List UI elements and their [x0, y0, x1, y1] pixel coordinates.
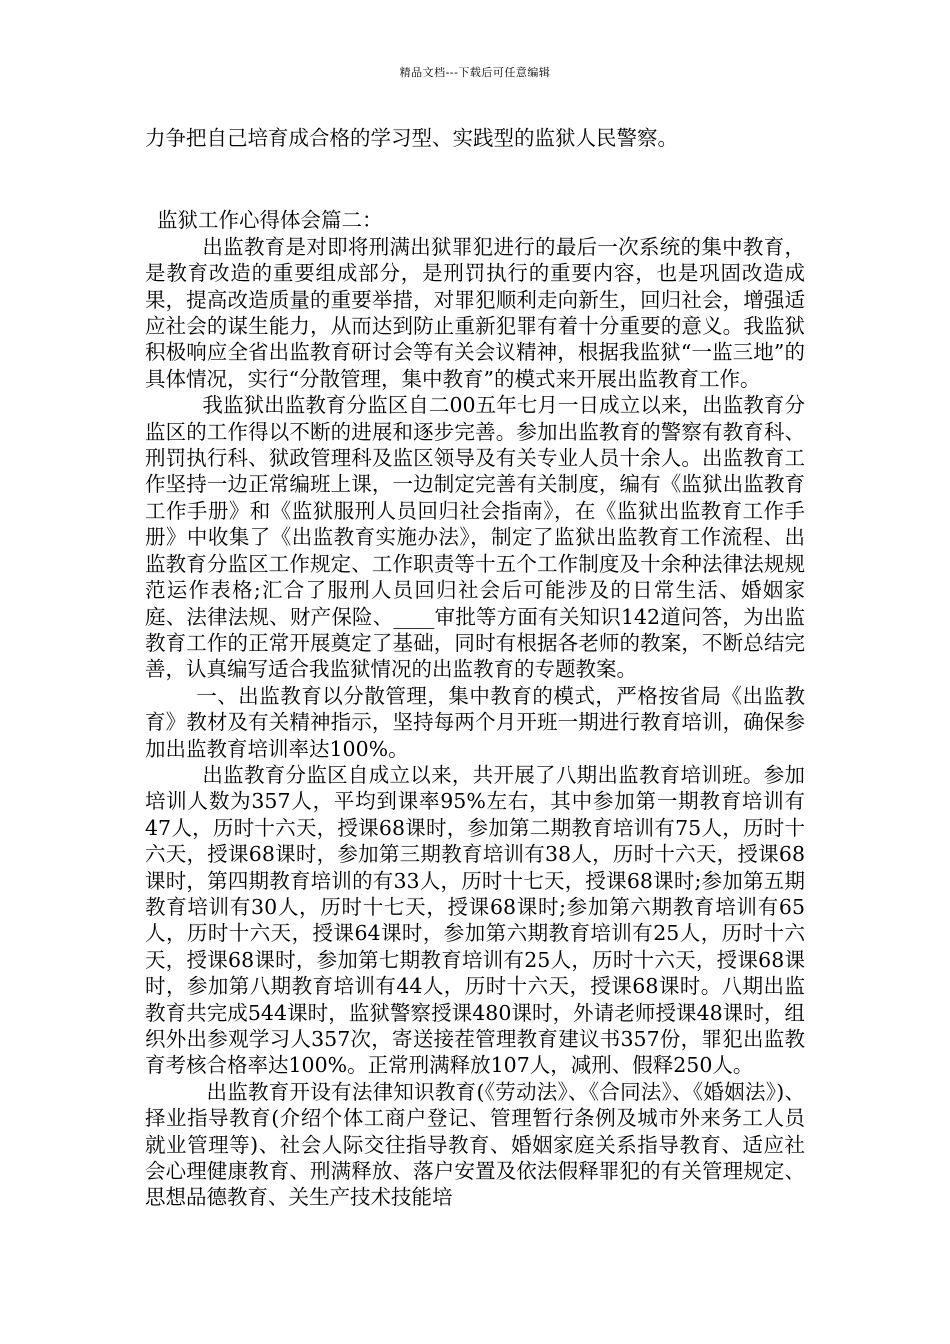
paragraph: 我监狱出监教育分监区自二00五年七月一日成立以来，出监教育分监区的工作得以不断的进展和逐步完善。参加出监教育的警察有教育科、刑罚执行科、狱政管理科及监区领导及有关专业人员十余人。出监教育工作坚持一边正常编班上课，一边制定完善有关制度，编有《监狱出监教育工作手册》和《监狱服刑人员回归社会指南》，在《监狱出监教育工作手册》中收集了《出监教育实施办法》，制定了监狱出监教育工作流程、出监教育分监区工作规定、工作职责等十五个工作制度及十余种法律法规规范运作表格;汇合了服刑人员回归社会后可能涉及的日常生活、婚姻家庭、法律法规、财产保险、____审批等方面有关知识142道问答，为出监教育工作的正常开展奠定了基础，同时有根据各老师的教案，不断总结完善，认真编写适合我监狱情况的出监教育的专题教案。: [145, 393, 805, 682]
paragraph: 出监教育分监区自成立以来，共开展了八期出监教育培训班。参加培训人数为357人，平均到课率95%左右，其中参加第一期教育培训有47人，历时十六天，授课68课时，参加第二期教育培训有75人，历时十六天，授课68课时，参加第三期教育培训有38人，历时十六天，授课68课时，第四期教育培训的有33人，历时十七天，授课68课时;参加第五期教育培训有30人，历时十七天，授课68课时;参加第六期教育培训有65人，历时十六天，授课64课时，参加第六期教育培训有25人，历时十六天，授课68课时，参加第七期教育培训有25人，历时十六天，授课68课时，参加第八期教育培训有44人，历时十六天，授课68课时。八期出监教育共完成544课时，监狱警察授课480课时，外请老师授课48课时，组织外出参观学习人357次，寄送接茬管理教育建议书357份，罪犯出监教育考核合格率达100%。正常刑满释放107人，减刑、假释250人。: [145, 762, 805, 1078]
paragraph: 一、出监教育以分散管理，集中教育的模式，严格按省局《出监教育》教材及有关精神指示，坚持每两个月开班一期进行教育培训，确保参加出监教育培训率达100%。: [145, 683, 805, 761]
intro-line: 力争把自己培育成合格的学习型、实践型的监狱人民警察。: [145, 126, 678, 150]
section-title: 监狱工作心得体会篇二：: [157, 208, 383, 233]
document-body: [145, 125, 805, 1211]
page-header-note: 精品文档---下载后可任意编辑: [399, 66, 551, 79]
paragraph: 出监教育开设有法律知识教育(《劳动法》、《合同法》、《婚姻法》)、择业指导教育(介绍个体工商户登记、管理暂行条例及城市外来务工人员就业管理等)、社会人际交往指导教育、婚姻家庭关系指导教育、适应社会心理健康教育、刑满释放、落户安置及依法假释罪犯的有关管理规定、思想品德教育、关生产技术技能培: [145, 1079, 805, 1210]
paragraph: 出监教育是对即将刑满出狱罪犯进行的最后一次系统的集中教育，是教育改造的重要组成部分，是刑罚执行的重要内容，也是巩固改造成果，提高改造质量的重要举措，对罪犯顺利走向新生，回归社会，增强适应社会的谋生能力，从而达到防止重新犯罪有着十分重要的意义。我监狱积极响应全省出监教育研讨会等有关会议精神，根据我监狱“一监三地”的具体情况，实行“分散管理，集中教育”的模式来开展出监教育工作。: [145, 234, 805, 391]
